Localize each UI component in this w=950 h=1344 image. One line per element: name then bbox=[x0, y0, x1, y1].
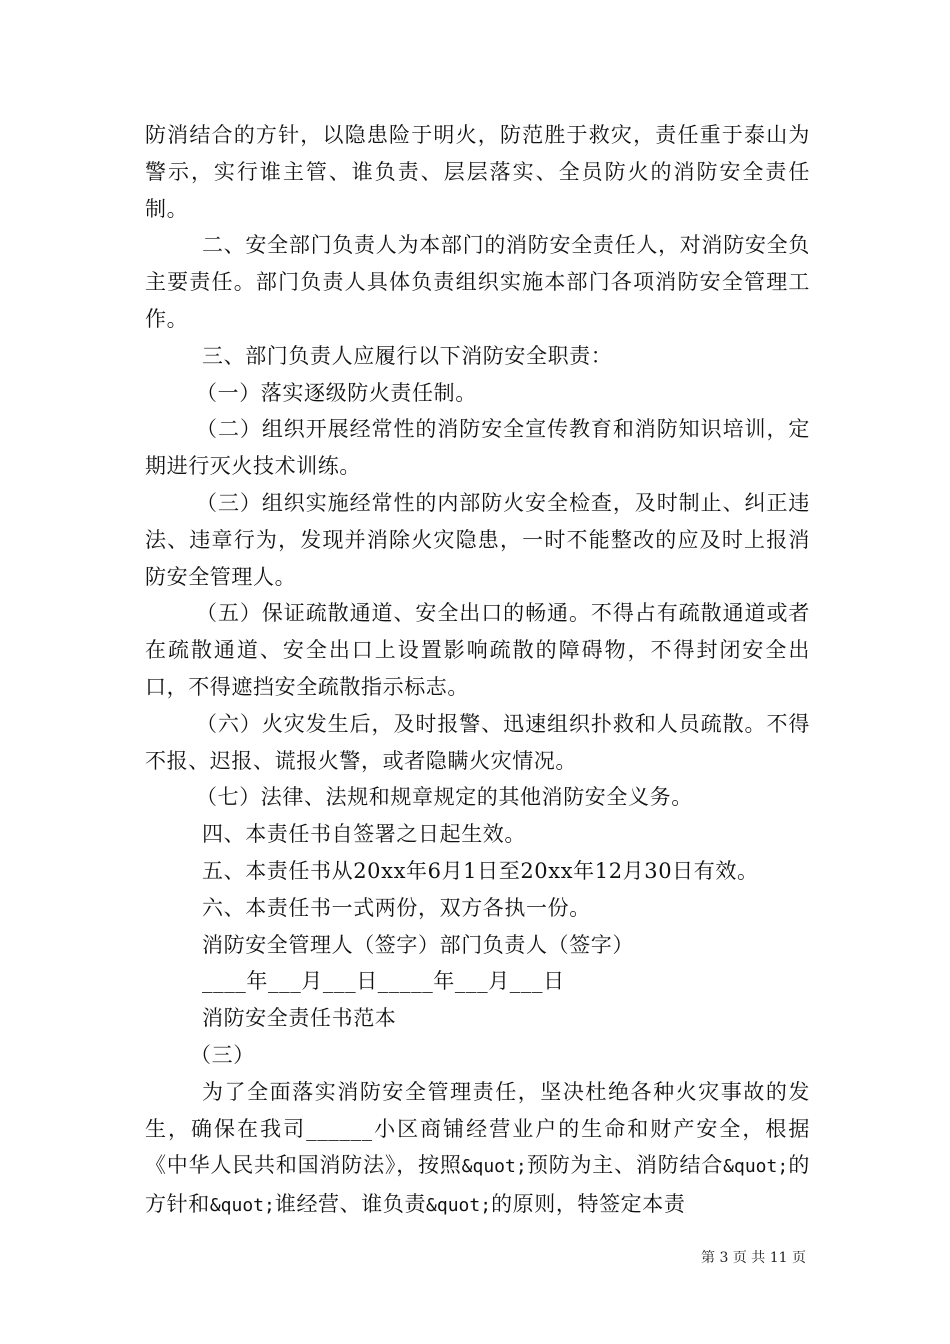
final-paragraph-part: 的方针和 bbox=[145, 1153, 810, 1217]
final-paragraph bbox=[145, 1074, 810, 1225]
page-indicator: 第 3 页 共 11 页 bbox=[701, 1250, 806, 1266]
section-title: 消防安全责任书范本 bbox=[202, 1006, 397, 1031]
paragraph: （三）组织实施经常性的内部防火安全检查，及时制止、纠正违法、违章行为，发现并消除火灾隐患，一时不能整改的应及时上报消防安全管理人。 bbox=[145, 490, 810, 589]
paragraph: （七）法律、法规和规章规定的其他消防安全义务。 bbox=[196, 785, 693, 810]
quote-entity: &quot; bbox=[461, 1156, 527, 1178]
paragraph: 四、本责任书自签署之日起生效。 bbox=[202, 822, 526, 847]
paragraph: （五）保证疏散通道、安全出口的畅通。不得占有疏散通道或者在疏散通道、安全出口上设置影响疏散的障碍物，不得封闭安全出口，不得遮挡安全疏散指示标志。 bbox=[145, 601, 810, 699]
paragraph: 六、本责任书一式两份，双方各执一份。 bbox=[202, 895, 591, 920]
paragraph: （二）组织开展经常性的消防安全宣传教育和消防知识培训，定期进行灭火技术训练。 bbox=[145, 417, 810, 479]
paragraph: （六）火灾发生后，及时报警、迅速组织扑救和人员疏散。不得不报、迟报、谎报火警，或者隐瞒火灾情况。 bbox=[145, 711, 810, 773]
final-paragraph-part: 预防为主、消防结合 bbox=[526, 1153, 724, 1178]
paragraph: 二、安全部门负责人为本部门的消防安全责任人，对消防安全负主要责任。部门负责人具体负责组织实施本部门各项消防安全管理工作。 bbox=[145, 233, 810, 331]
signature-line: 消防安全管理人（签字）部门负责人（签字） bbox=[202, 932, 634, 957]
quote-entity: &quot; bbox=[426, 1195, 492, 1217]
paragraph: （一）落实逐级防火责任制。 bbox=[196, 380, 477, 405]
paragraph: 五、本责任书从20xx年6月1日至20xx年12月30日有效。 bbox=[202, 858, 759, 883]
final-paragraph-part: 为了全面落实消防安全管理责任，坚决杜绝各种火灾事故的发生，确保在我司______小区商铺经营业户的生命和财产安全，根据《中华人民共和国消防法》，按照 bbox=[145, 1079, 810, 1178]
paragraph: 防消结合的方针，以隐患险于明火，防范胜于救灾，责任重于泰山为警示，实行谁主管、谁负责、层层落实、全员防火的消防安全责任制。 bbox=[145, 123, 810, 221]
paragraph: 三、部门负责人应履行以下消防安全职责： bbox=[202, 343, 613, 368]
document-body bbox=[145, 117, 810, 1225]
quote-entity: &quot; bbox=[723, 1156, 789, 1178]
date-line: ____年___月___日_____年___月___日 bbox=[202, 969, 565, 994]
quote-entity: &quot; bbox=[209, 1195, 275, 1217]
section-number: （三） bbox=[190, 1042, 255, 1067]
final-paragraph-part: 谁经营、谁负责 bbox=[274, 1192, 427, 1217]
final-paragraph-part: 的原则，特签定本责 bbox=[491, 1192, 686, 1217]
